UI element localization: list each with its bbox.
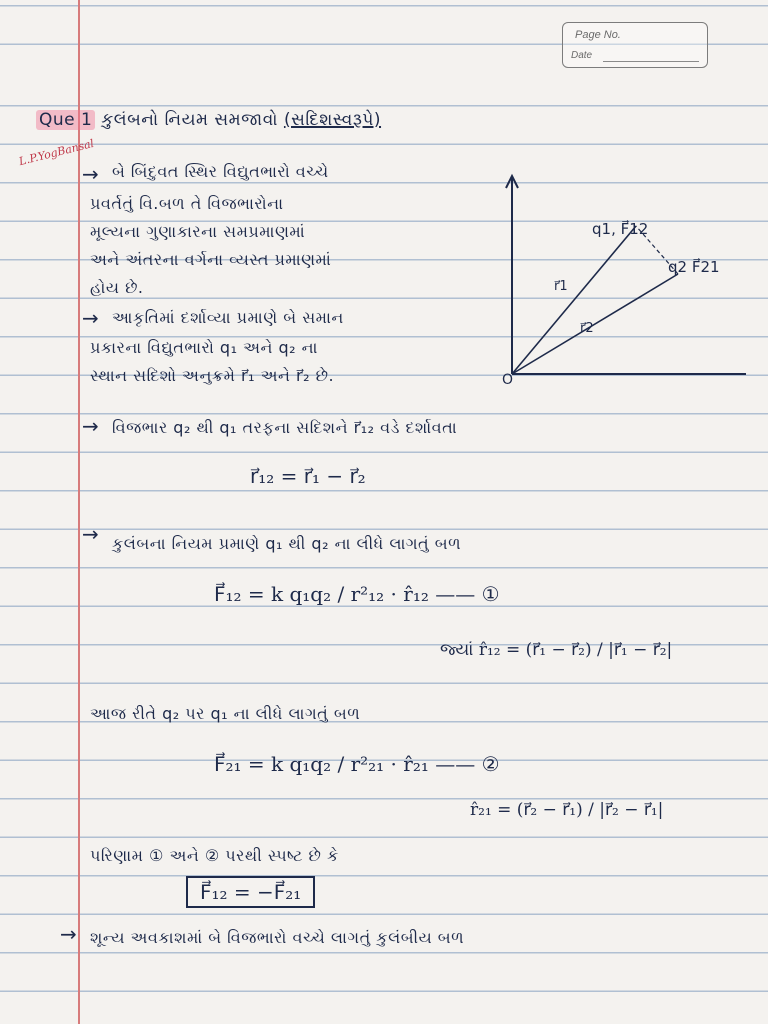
vector-r1	[512, 226, 636, 374]
para1-line4: અને અંતરના વર્ગના વ્યસ્ત પ્રમાણમાં	[90, 250, 332, 269]
equation-r12-unit: જ્યાં r̂₁₂ = (r⃗₁ − r⃗₂) / |r⃗₁ − r⃗₂|	[440, 640, 673, 660]
para2-line1: આકૃતિમાં દર્શાવ્યા પ્રમાણે બે સમાન	[112, 308, 344, 327]
question-number: Que 1	[36, 110, 95, 130]
q2-label: q2 F⃗21	[668, 258, 720, 276]
para1-line2: પ્રવર્તતું વિ.બળ તે વિજભારોના	[90, 194, 284, 213]
question-subtitle: (સદિશસ્વરૂપે)	[283, 110, 382, 130]
q1-label: q1, F⃗12	[592, 220, 649, 238]
para1-line3: મૂલ્યના ગુણાકારના સમપ્રમાણમાં	[90, 222, 306, 241]
r2-label: r⃗2	[580, 321, 594, 336]
arrow-icon: →	[82, 414, 99, 438]
para1-line1: બે બિંદુવત સ્થિર વિદ્યુતભારો વચ્ચે	[112, 162, 329, 181]
para1-line5: હોય છે.	[90, 278, 144, 297]
para5: આજ રીતે q₂ પર q₁ ના લીધે લાગતું બળ	[90, 704, 361, 723]
arrow-icon: →	[82, 162, 99, 186]
position-vector-diagram	[496, 170, 766, 390]
equation-r12: r⃗₁₂ = r⃗₁ − r⃗₂	[250, 464, 366, 488]
equation-f21: F⃗₂₁ = k q₁q₂ / r²₂₁ · r̂₂₁ —— ②	[214, 752, 500, 776]
page-number-box	[562, 22, 708, 68]
equation-r21-unit: r̂₂₁ = (r⃗₂ − r⃗₁) / |r⃗₂ − r⃗₁|	[470, 800, 664, 820]
arrow-icon: →	[82, 522, 99, 546]
question-title: કુલંબનો નિયમ સમજાવો	[101, 110, 279, 130]
para7: શૂન્ય અવકાશમાં બે વિજભારો વચ્ચે લાગતું કુલંબીય બળ	[90, 928, 465, 947]
para6: પરિણામ ① અને ② પરથી સ્પષ્ટ છે કે	[90, 846, 339, 865]
origin-label: O	[502, 372, 514, 388]
result-equation: F⃗₁₂ = −F⃗₂₁	[186, 876, 315, 908]
arrow-icon: →	[82, 306, 99, 330]
date-line	[603, 61, 699, 62]
page-number-label: Page No.	[575, 29, 621, 41]
result-box	[186, 880, 315, 904]
para3: વિજભાર q₂ થી q₁ તરફના સદિશને r⃗₁₂ વડે દર્શાવતા	[112, 418, 458, 437]
arrow-icon: →	[60, 922, 77, 946]
para2-line3: સ્થાન સદિશો અનુક્રમે r⃗₁ અને r⃗₂ છે.	[90, 366, 335, 385]
date-label: Date	[571, 50, 593, 61]
author-note: L.P.YogBansal	[17, 136, 96, 169]
para2-line2: પ્રકારના વિદ્યુતભારો q₁ અને q₂ ના	[90, 338, 318, 357]
question-heading	[36, 110, 381, 130]
r1-label: r⃗1	[554, 279, 568, 294]
vector-r2	[512, 274, 678, 374]
equation-f12: F⃗₁₂ = k q₁q₂ / r²₁₂ · r̂₁₂ —— ①	[214, 582, 500, 606]
para4: કુલંબના નિયમ પ્રમાણે q₁ થી q₂ ના લીધે લાગતું બળ	[112, 534, 462, 553]
